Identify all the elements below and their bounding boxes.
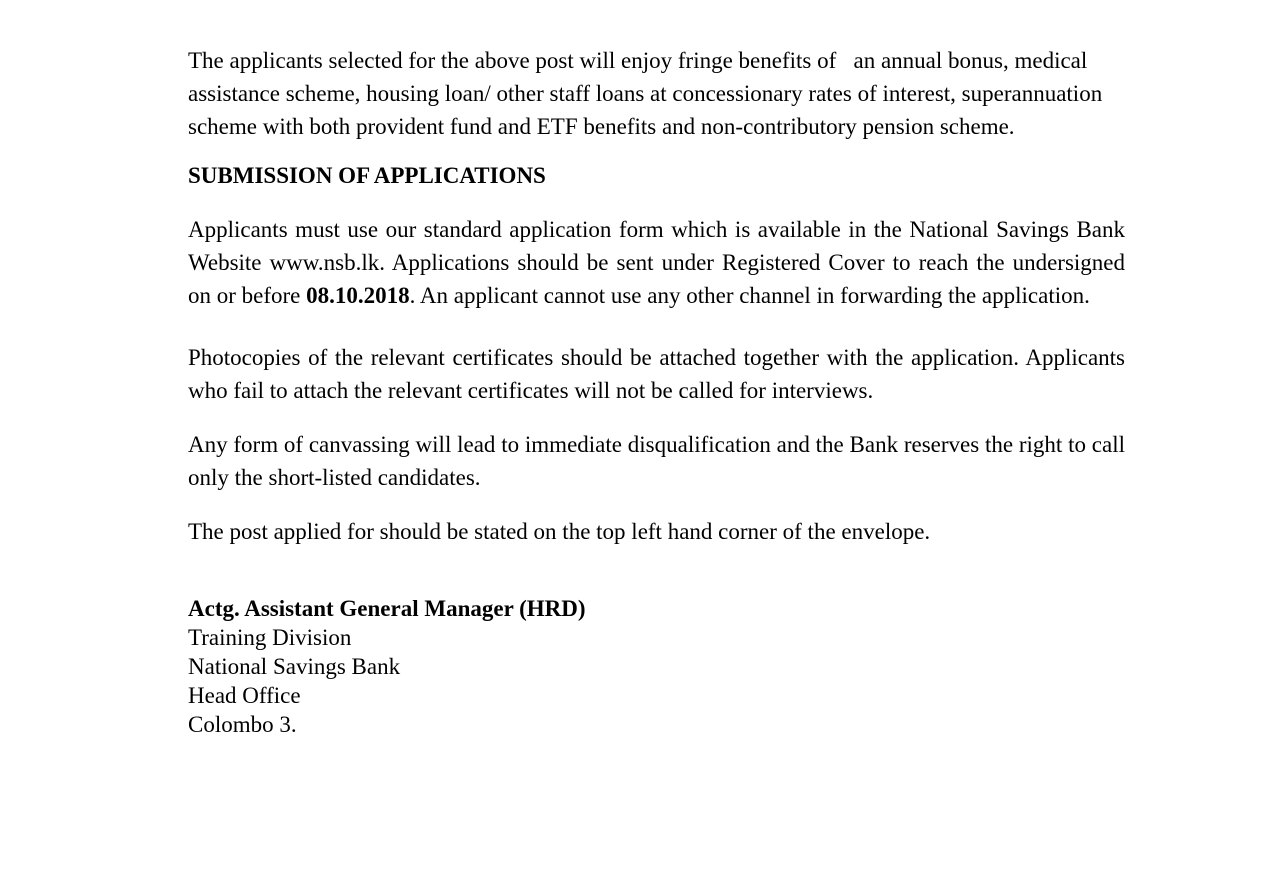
applications-paragraph — [188, 213, 1125, 312]
section-heading: SUBMISSION OF APPLICATIONS — [188, 163, 546, 188]
benefits-paragraph: The applicants selected for the above post will enjoy fringe benefits of an annual bonus, medical assistance scheme, housing loan/ other staff loans at concessionary rates of interest, superannuation scheme with both provident fund and ETF benefits and non-contributory pension scheme. — [188, 48, 1108, 139]
address-line-city: Colombo 3. — [188, 712, 297, 737]
signature-block — [188, 594, 1125, 739]
address-line-bank: National Savings Bank — [188, 654, 401, 679]
applications-text-end: . An applicant cannot use any other channel in forwarding the application. — [409, 283, 1090, 308]
applications-text-start: Applicants must use our standard application form which is available in the National Savings Bank Website www.nsb.lk. Applications should be sent under Registered Cover to reach the undersigned on or before — [188, 217, 1125, 308]
post-instruction-paragraph: The post applied for should be stated on the top left hand corner of the envelope. — [188, 519, 931, 544]
document-page — [188, 44, 1125, 739]
photocopies-paragraph: Photocopies of the relevant certificates should be attached together with the application. Applicants who fail to attach the relevant certificates will not be called for interviews. — [188, 345, 1125, 403]
signatory-title: Actg. Assistant General Manager (HRD) — [188, 596, 586, 621]
address-line-office: Head Office — [188, 683, 301, 708]
closing-date: 08.10.2018 — [306, 283, 410, 308]
address-line-division: Training Division — [188, 625, 352, 650]
canvassing-paragraph: Any form of canvassing will lead to immediate disqualification and the Bank reserves the right to call only the short-listed candidates. — [188, 432, 1125, 490]
